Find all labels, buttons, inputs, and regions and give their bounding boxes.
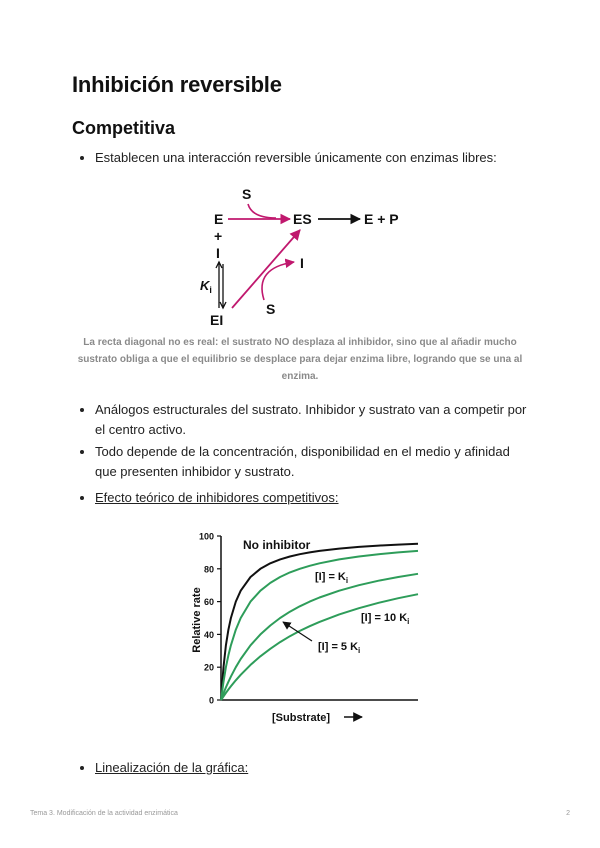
- scheme-product: E + P: [364, 211, 399, 227]
- y-tick-label: 40: [203, 629, 214, 640]
- competitive-inhibition-chart: [180, 524, 430, 729]
- legend-i-10ki: [I] = 10 $K_i$: [361, 612, 410, 626]
- list-item: Establecen una interacción reversible únicamente con enzimas libres:: [95, 148, 535, 168]
- y-tick-label: 100: [198, 531, 214, 542]
- y-tick-label: 60: [203, 597, 214, 608]
- diagonal-arrow: [232, 230, 300, 308]
- reaction-scheme: [190, 180, 420, 330]
- list-item-underlined: Efecto teórico de inhibidores competitivos:: [95, 490, 339, 505]
- list-item-underlined: Linealización de la gráfica:: [95, 760, 249, 775]
- scheme-e: E: [214, 211, 224, 227]
- s-binding-curve: [248, 204, 276, 218]
- legend-i-5ki: [I] = 5 $K_i$: [318, 641, 361, 655]
- section-title: Competitiva: [72, 118, 176, 138]
- scheme-s-top: S: [242, 186, 252, 202]
- scheme-plus: +: [214, 228, 223, 244]
- list-item: Análogos estructurales del sustrato. Inhibidor y sustrato van a competir por el centro activo.: [95, 400, 535, 440]
- legend-i-ki: $[I] = K_i$: [315, 571, 349, 585]
- series-line-2: [221, 574, 418, 700]
- legend-no-inhibitor: No inhibitor: [243, 538, 311, 552]
- x-axis-label: [Substrate]: [272, 712, 331, 724]
- y-tick-label: 20: [203, 662, 214, 673]
- scheme-es: ES: [293, 211, 312, 227]
- footer-text: Tema 3. Modificación de la actividad enzimática: [30, 810, 178, 817]
- y-axis-label: Relative rate: [191, 587, 203, 653]
- scheme-s-bottom: S: [266, 301, 276, 317]
- page-title: Inhibición reversible: [72, 72, 282, 97]
- y-tick-label: 0: [208, 695, 214, 706]
- list-item: Todo depende de la concentración, disponibilidad en el medio y afinidad que presenten inhibidor y sustrato.: [95, 442, 535, 482]
- scheme-ei: EI: [210, 312, 224, 328]
- page-number: 2: [566, 810, 570, 817]
- list-item: [95, 758, 535, 778]
- scheme-i-right: I: [300, 255, 304, 271]
- y-tick-label: 80: [203, 564, 214, 575]
- list-item: [95, 488, 535, 508]
- scheme-ki: $K_i$: [200, 278, 212, 295]
- scheme-i-left: I: [216, 245, 220, 261]
- figure-caption: La recta diagonal no es real: el sustrato NO desplaza al inhibidor, sino que al añadir mucho sustrato obliga a que el equilibrio se desplace para dejar enzima libre, logrando que se una al enzima.: [77, 337, 523, 382]
